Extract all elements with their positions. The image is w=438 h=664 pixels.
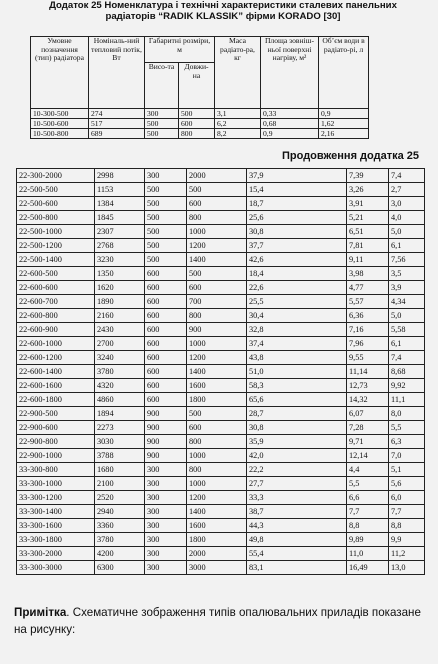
table-cell: 55,4 bbox=[247, 547, 347, 561]
table-cell: 1680 bbox=[95, 463, 145, 477]
table-row bbox=[17, 225, 425, 239]
table-cell: 27,7 bbox=[247, 477, 347, 491]
table-cell: 43,8 bbox=[247, 351, 347, 365]
table-cell: 300 bbox=[145, 547, 187, 561]
table-cell: 22-900-1000 bbox=[17, 449, 95, 463]
table-cell: 22-600-1200 bbox=[17, 351, 95, 365]
table-cell: 7,39 bbox=[347, 169, 389, 183]
table-row bbox=[17, 477, 425, 491]
header-mass: Маса радіато-ра, кг bbox=[215, 37, 261, 109]
table-cell: 33-300-3000 bbox=[17, 561, 95, 575]
table-cell: 3,5 bbox=[389, 267, 425, 281]
table-cell: 9,92 bbox=[389, 379, 425, 393]
continuation-label: Продовження додатка 25 bbox=[282, 150, 420, 162]
table-cell: 800 bbox=[187, 211, 247, 225]
table-cell: 1384 bbox=[95, 197, 145, 211]
table-cell: 600 bbox=[145, 309, 187, 323]
table-cell: 3,91 bbox=[347, 197, 389, 211]
note bbox=[14, 604, 432, 638]
table-row bbox=[17, 365, 425, 379]
table-cell: 2768 bbox=[95, 239, 145, 253]
table-row bbox=[17, 267, 425, 281]
table-cell: 22-600-1000 bbox=[17, 337, 95, 351]
table-cell: 7,28 bbox=[347, 421, 389, 435]
table-cell: 10-500-800 bbox=[31, 129, 89, 139]
table-cell: 500 bbox=[187, 407, 247, 421]
table-cell: 44,3 bbox=[247, 519, 347, 533]
table-cell: 12,73 bbox=[347, 379, 389, 393]
table-row bbox=[17, 281, 425, 295]
table-row bbox=[17, 211, 425, 225]
table-cell: 14,32 bbox=[347, 393, 389, 407]
table-row bbox=[17, 421, 425, 435]
table-cell: 22-600-1600 bbox=[17, 379, 95, 393]
table-cell: 2430 bbox=[95, 323, 145, 337]
table-cell: 3780 bbox=[95, 365, 145, 379]
table-cell: 22-500-1200 bbox=[17, 239, 95, 253]
table-cell: 18,4 bbox=[247, 267, 347, 281]
table-row bbox=[17, 533, 425, 547]
table-cell: 4860 bbox=[95, 393, 145, 407]
table-row bbox=[17, 449, 425, 463]
table-cell: 7,7 bbox=[389, 505, 425, 519]
table-cell: 37,4 bbox=[247, 337, 347, 351]
table-row bbox=[17, 239, 425, 253]
table-cell: 9,9 bbox=[389, 533, 425, 547]
table-cell: 700 bbox=[187, 295, 247, 309]
table-cell: 8,8 bbox=[347, 519, 389, 533]
table-cell: 300 bbox=[145, 109, 179, 119]
table-cell: 1,62 bbox=[319, 119, 369, 129]
table-cell: 6,1 bbox=[389, 337, 425, 351]
table-cell: 15,4 bbox=[247, 183, 347, 197]
table-cell: 300 bbox=[145, 519, 187, 533]
table-row bbox=[17, 351, 425, 365]
table-cell: 600 bbox=[145, 365, 187, 379]
table-cell: 3,98 bbox=[347, 267, 389, 281]
table-cell: 0,68 bbox=[261, 119, 319, 129]
table-cell: 6,2 bbox=[215, 119, 261, 129]
table-cell: 25,5 bbox=[247, 295, 347, 309]
table-cell: 22,2 bbox=[247, 463, 347, 477]
table-cell: 22-600-1400 bbox=[17, 365, 95, 379]
table-cell: 2273 bbox=[95, 421, 145, 435]
table-cell: 11,1 bbox=[389, 393, 425, 407]
table-cell: 25,6 bbox=[247, 211, 347, 225]
table-cell: 300 bbox=[145, 561, 187, 575]
table-cell: 38,7 bbox=[247, 505, 347, 519]
table-cell: 6300 bbox=[95, 561, 145, 575]
table-cell: 500 bbox=[145, 211, 187, 225]
table-cell: 22-600-800 bbox=[17, 309, 95, 323]
table-cell: 22-500-1400 bbox=[17, 253, 95, 267]
table-cell: 35,9 bbox=[247, 435, 347, 449]
table-cell: 600 bbox=[145, 393, 187, 407]
table-cell: 2998 bbox=[95, 169, 145, 183]
table-cell: 1800 bbox=[187, 533, 247, 547]
table-cell: 300 bbox=[145, 533, 187, 547]
table-cell: 11,2 bbox=[389, 547, 425, 561]
table-cell: 1000 bbox=[187, 225, 247, 239]
table-cell: 1000 bbox=[187, 477, 247, 491]
table-cell: 3788 bbox=[95, 449, 145, 463]
table-cell: 9,55 bbox=[347, 351, 389, 365]
table-cell: 22-500-500 bbox=[17, 183, 95, 197]
table-cell: 49,8 bbox=[247, 533, 347, 547]
table-cell: 1200 bbox=[187, 351, 247, 365]
table-cell: 689 bbox=[89, 129, 145, 139]
table-cell: 3240 bbox=[95, 351, 145, 365]
table-cell: 9,11 bbox=[347, 253, 389, 267]
table-cell: 8,68 bbox=[389, 365, 425, 379]
table-cell: 7,81 bbox=[347, 239, 389, 253]
table-cell: 22-600-500 bbox=[17, 267, 95, 281]
table-row bbox=[17, 435, 425, 449]
table-cell: 6,1 bbox=[389, 239, 425, 253]
header-area: Площа зовніш-ньої поверхні нагріву, м² bbox=[261, 37, 319, 109]
table-cell: 517 bbox=[89, 119, 145, 129]
note-label: Примітка bbox=[14, 606, 67, 619]
table-cell: 16,49 bbox=[347, 561, 389, 575]
table-cell: 600 bbox=[187, 421, 247, 435]
title-line-1: Додаток 25 Номенклатура і технічні характеристики сталевих панельних bbox=[49, 0, 397, 11]
header-length: Довжи-на bbox=[179, 63, 215, 109]
table-cell: 4,0 bbox=[389, 211, 425, 225]
table-cell: 9,71 bbox=[347, 435, 389, 449]
table-cell: 33-300-1600 bbox=[17, 519, 95, 533]
table-cell: 4,77 bbox=[347, 281, 389, 295]
table-cell: 7,4 bbox=[389, 169, 425, 183]
table-cell: 500 bbox=[145, 253, 187, 267]
table-row bbox=[17, 407, 425, 421]
page-title bbox=[18, 0, 428, 22]
table-cell: 1000 bbox=[187, 337, 247, 351]
table-cell: 2520 bbox=[95, 491, 145, 505]
table-cell: 1200 bbox=[187, 491, 247, 505]
table-cell: 22-900-800 bbox=[17, 435, 95, 449]
table-cell: 83,1 bbox=[247, 561, 347, 575]
table-cell: 300 bbox=[145, 491, 187, 505]
table-cell: 800 bbox=[179, 129, 215, 139]
table-cell: 800 bbox=[187, 463, 247, 477]
table-cell: 7,96 bbox=[347, 337, 389, 351]
table-cell: 11,14 bbox=[347, 365, 389, 379]
table-row bbox=[17, 323, 425, 337]
table-row bbox=[17, 169, 425, 183]
table-row bbox=[31, 129, 369, 139]
table-cell: 600 bbox=[145, 323, 187, 337]
header-dims: Габаритні розміри, м bbox=[145, 37, 215, 63]
table-cell: 900 bbox=[145, 407, 187, 421]
table-cell: 8,8 bbox=[389, 519, 425, 533]
table-cell: 500 bbox=[145, 197, 187, 211]
table-cell: 33,3 bbox=[247, 491, 347, 505]
table-cell: 22-500-600 bbox=[17, 197, 95, 211]
table-cell: 5,0 bbox=[389, 225, 425, 239]
table-cell: 300 bbox=[145, 477, 187, 491]
table-cell: 1400 bbox=[187, 505, 247, 519]
table-cell: 600 bbox=[145, 337, 187, 351]
table-cell: 5,58 bbox=[389, 323, 425, 337]
table-cell: 6,07 bbox=[347, 407, 389, 421]
header-power: Номіналь-ний тепловий потік, Вт bbox=[89, 37, 145, 109]
table-row bbox=[17, 337, 425, 351]
table-cell: 900 bbox=[145, 449, 187, 463]
table-cell: 22-900-500 bbox=[17, 407, 95, 421]
table-cell: 300 bbox=[145, 505, 187, 519]
table-row bbox=[17, 183, 425, 197]
table-cell: 4200 bbox=[95, 547, 145, 561]
table-cell: 7,4 bbox=[389, 351, 425, 365]
table-cell: 600 bbox=[145, 281, 187, 295]
radiator-table-continued bbox=[16, 168, 425, 575]
table-cell: 22-600-700 bbox=[17, 295, 95, 309]
table-cell: 18,7 bbox=[247, 197, 347, 211]
table-cell: 3780 bbox=[95, 533, 145, 547]
table-cell: 600 bbox=[145, 295, 187, 309]
table-cell: 22-600-600 bbox=[17, 281, 95, 295]
table-cell: 4,4 bbox=[347, 463, 389, 477]
table-cell: 28,7 bbox=[247, 407, 347, 421]
table-row bbox=[17, 505, 425, 519]
table-cell: 3000 bbox=[187, 561, 247, 575]
table-cell: 7,0 bbox=[389, 449, 425, 463]
header-type: Умовне позначення (тип) радіатора bbox=[31, 37, 89, 109]
table-cell: 2100 bbox=[95, 477, 145, 491]
table-cell: 30,8 bbox=[247, 421, 347, 435]
table-cell: 42,6 bbox=[247, 253, 347, 267]
table-cell: 37,7 bbox=[247, 239, 347, 253]
table-cell: 32,8 bbox=[247, 323, 347, 337]
table-row bbox=[31, 119, 369, 129]
table-cell: 600 bbox=[179, 119, 215, 129]
table-cell: 300 bbox=[145, 169, 187, 183]
table-cell: 22-600-900 bbox=[17, 323, 95, 337]
table-cell: 37,9 bbox=[247, 169, 347, 183]
table-cell: 33-300-800 bbox=[17, 463, 95, 477]
table-cell: 900 bbox=[145, 435, 187, 449]
table-row bbox=[17, 295, 425, 309]
table-row bbox=[17, 463, 425, 477]
table-cell: 8,2 bbox=[215, 129, 261, 139]
table-row bbox=[17, 491, 425, 505]
table-cell: 2000 bbox=[187, 169, 247, 183]
table-cell: 2000 bbox=[187, 547, 247, 561]
table-cell: 500 bbox=[145, 183, 187, 197]
table-cell: 2307 bbox=[95, 225, 145, 239]
table-cell: 5,21 bbox=[347, 211, 389, 225]
table-cell: 2160 bbox=[95, 309, 145, 323]
table-cell: 600 bbox=[187, 197, 247, 211]
table-cell: 7,7 bbox=[347, 505, 389, 519]
table-cell: 600 bbox=[187, 281, 247, 295]
table-cell: 51,0 bbox=[247, 365, 347, 379]
table-cell: 6,3 bbox=[389, 435, 425, 449]
table-cell: 5,5 bbox=[389, 421, 425, 435]
table-cell: 1845 bbox=[95, 211, 145, 225]
table-cell: 4,34 bbox=[389, 295, 425, 309]
table-cell: 3230 bbox=[95, 253, 145, 267]
table-row bbox=[17, 197, 425, 211]
table-cell: 6,51 bbox=[347, 225, 389, 239]
table-cell: 600 bbox=[145, 267, 187, 281]
table-cell: 30,4 bbox=[247, 309, 347, 323]
table-cell: 10-300-500 bbox=[31, 109, 89, 119]
table-cell: 2700 bbox=[95, 337, 145, 351]
table-cell: 33-300-1400 bbox=[17, 505, 95, 519]
table-row bbox=[17, 547, 425, 561]
table-cell: 33-300-1800 bbox=[17, 533, 95, 547]
table-cell: 800 bbox=[187, 309, 247, 323]
table-cell: 3030 bbox=[95, 435, 145, 449]
table-cell: 1000 bbox=[187, 449, 247, 463]
table-cell: 1894 bbox=[95, 407, 145, 421]
table-cell: 2,16 bbox=[319, 129, 369, 139]
table-cell: 1153 bbox=[95, 183, 145, 197]
table-cell: 600 bbox=[145, 379, 187, 393]
table-cell: 1200 bbox=[187, 239, 247, 253]
header-height: Висо-та bbox=[145, 63, 179, 109]
table-cell: 22,6 bbox=[247, 281, 347, 295]
table-cell: 11,0 bbox=[347, 547, 389, 561]
table-cell: 0,33 bbox=[261, 109, 319, 119]
table-cell: 2940 bbox=[95, 505, 145, 519]
table-row bbox=[17, 561, 425, 575]
header-volume: Об’єм води в радіато-рі, л bbox=[319, 37, 369, 109]
table-cell: 1600 bbox=[187, 519, 247, 533]
table-cell: 0,9 bbox=[261, 129, 319, 139]
table-row bbox=[17, 393, 425, 407]
table-cell: 6,36 bbox=[347, 309, 389, 323]
table-cell: 1890 bbox=[95, 295, 145, 309]
table-cell: 1350 bbox=[95, 267, 145, 281]
table-cell: 22-900-600 bbox=[17, 421, 95, 435]
table-cell: 30,8 bbox=[247, 225, 347, 239]
table-cell: 500 bbox=[145, 119, 179, 129]
table-cell: 500 bbox=[145, 225, 187, 239]
table-row bbox=[17, 309, 425, 323]
table-cell: 6,0 bbox=[389, 491, 425, 505]
table-cell: 2,7 bbox=[389, 183, 425, 197]
table-cell: 33-300-2000 bbox=[17, 547, 95, 561]
table-cell: 10-500-600 bbox=[31, 119, 89, 129]
table-cell: 500 bbox=[145, 129, 179, 139]
table-cell: 5,57 bbox=[347, 295, 389, 309]
table-cell: 22-300-2000 bbox=[17, 169, 95, 183]
table-cell: 900 bbox=[187, 323, 247, 337]
table-cell: 274 bbox=[89, 109, 145, 119]
table-row bbox=[31, 109, 369, 119]
table-cell: 42,0 bbox=[247, 449, 347, 463]
table-cell: 600 bbox=[145, 351, 187, 365]
table-cell: 33-300-1200 bbox=[17, 491, 95, 505]
table-cell: 3,1 bbox=[215, 109, 261, 119]
table-cell: 33-300-1000 bbox=[17, 477, 95, 491]
table-cell: 22-600-1800 bbox=[17, 393, 95, 407]
table-cell: 500 bbox=[187, 183, 247, 197]
table-cell: 300 bbox=[145, 463, 187, 477]
table-cell: 500 bbox=[187, 267, 247, 281]
table-cell: 500 bbox=[145, 239, 187, 253]
table-cell: 6,6 bbox=[347, 491, 389, 505]
table-row bbox=[17, 519, 425, 533]
note-text: . Схематичне зображення типів опалювальних приладів показане на рисунку: bbox=[14, 606, 421, 636]
table-cell: 13,0 bbox=[389, 561, 425, 575]
table-cell: 900 bbox=[145, 421, 187, 435]
table-cell: 1400 bbox=[187, 365, 247, 379]
table-cell: 3360 bbox=[95, 519, 145, 533]
table-row bbox=[17, 253, 425, 267]
table-cell: 1400 bbox=[187, 253, 247, 267]
table-cell: 1620 bbox=[95, 281, 145, 295]
table-cell: 1800 bbox=[187, 393, 247, 407]
table-cell: 5,0 bbox=[389, 309, 425, 323]
table-cell: 58,3 bbox=[247, 379, 347, 393]
table-cell: 3,9 bbox=[389, 281, 425, 295]
table-cell: 5,1 bbox=[389, 463, 425, 477]
table-cell: 7,56 bbox=[389, 253, 425, 267]
table-cell: 4320 bbox=[95, 379, 145, 393]
table-cell: 500 bbox=[179, 109, 215, 119]
table-cell: 3,0 bbox=[389, 197, 425, 211]
title-line-2: радіаторів “RADIK KLASSIK” фірми KORADO [30] bbox=[105, 11, 341, 22]
table-cell: 5,6 bbox=[389, 477, 425, 491]
table-cell: 22-500-1000 bbox=[17, 225, 95, 239]
table-cell: 800 bbox=[187, 435, 247, 449]
table-cell: 8,0 bbox=[389, 407, 425, 421]
radiator-table-head bbox=[30, 36, 369, 139]
table-cell: 12,14 bbox=[347, 449, 389, 463]
table-row bbox=[17, 379, 425, 393]
table-cell: 3,26 bbox=[347, 183, 389, 197]
table-cell: 1600 bbox=[187, 379, 247, 393]
table-cell: 22-500-800 bbox=[17, 211, 95, 225]
table-cell: 5,5 bbox=[347, 477, 389, 491]
table-cell: 65,6 bbox=[247, 393, 347, 407]
table-cell: 7,16 bbox=[347, 323, 389, 337]
table-cell: 0,9 bbox=[319, 109, 369, 119]
table-cell: 9,89 bbox=[347, 533, 389, 547]
